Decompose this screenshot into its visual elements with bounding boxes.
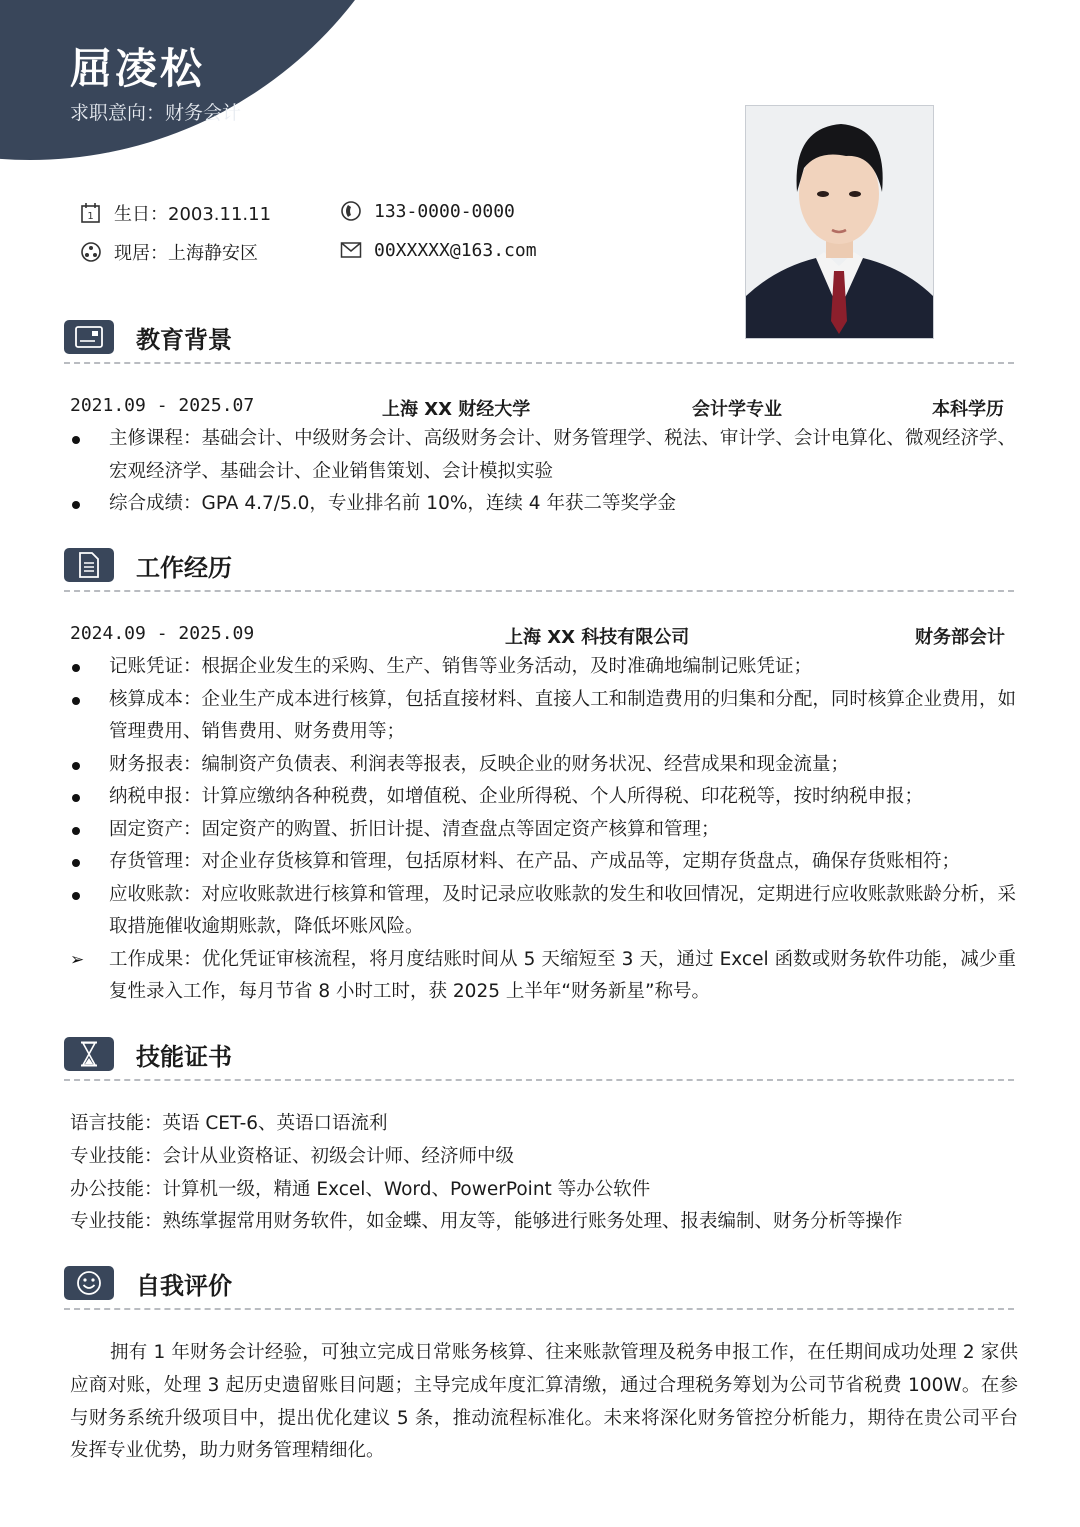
work-bullets bbox=[70, 651, 1016, 1009]
hourglass-icon bbox=[64, 1037, 114, 1071]
self-eval-title: 自我评价 bbox=[136, 1272, 232, 1300]
location-text: 现居：上海静安区 bbox=[114, 243, 258, 264]
work-company: 上海 XX 科技有限公司 bbox=[505, 627, 690, 648]
location-icon bbox=[80, 241, 102, 263]
list-item: 核算成本：企业生产成本进行核算，包括直接材料、直接人工和制造费用的归集和分配，同时核算企业费用，如管理费用、销售费用、财务费用等； bbox=[70, 684, 1016, 749]
education-major: 会计学专业 bbox=[692, 399, 782, 420]
work-title: 工作经历 bbox=[136, 554, 232, 582]
location-info bbox=[80, 239, 258, 265]
work-position: 财务部会计 bbox=[915, 627, 1005, 648]
skill-line: 语言技能：英语 CET-6、英语口语流利 bbox=[70, 1113, 388, 1134]
email-text[interactable]: 00XXXXX@163.com bbox=[374, 239, 537, 261]
list-item: 财务报表：编制资产负债表、利润表等报表，反映企业的财务状况、经营成果和现金流量； bbox=[70, 749, 1016, 782]
self-eval-section-header bbox=[64, 1264, 1014, 1310]
header-background bbox=[0, 0, 440, 160]
list-item: 固定资产：固定资产的购置、折旧计提、清查盘点等固定资产核算和管理； bbox=[70, 814, 1016, 847]
envelope-icon bbox=[340, 239, 362, 261]
list-item: 综合成绩：GPA 4.7/5.0，专业排名前 10%，连续 4 年获二等奖学金 bbox=[70, 488, 1016, 521]
phone-info bbox=[340, 200, 515, 222]
job-intention: 求职意向：财务会计 bbox=[70, 102, 242, 124]
candidate-name: 屈凌松 bbox=[70, 44, 206, 93]
list-item: 应收账款：对应收账款进行核算和管理，及时记录应收账款的发生和收回情况，定期进行应收账款账龄分析，采取措施催收逾期账款，降低坏账风险。 bbox=[70, 879, 1016, 944]
phone-text[interactable]: 133-0000-0000 bbox=[374, 200, 515, 222]
certificate-icon bbox=[64, 320, 114, 354]
document-icon bbox=[64, 548, 114, 582]
education-title: 教育背景 bbox=[136, 326, 232, 354]
work-period: 2024.09 - 2025.09 bbox=[70, 623, 255, 644]
skill-line: 专业技能：会计从业资格证、初级会计师、经济师中级 bbox=[70, 1145, 515, 1167]
phone-icon bbox=[340, 200, 362, 222]
skill-line: 专业技能：熟练掌握常用财务软件，如金蝶、用友等，能够进行账务处理、报表编制、财务分析等操作 bbox=[70, 1211, 903, 1233]
section-divider bbox=[64, 1308, 1014, 1310]
birthday-text: 生日：2003.11.11 bbox=[114, 204, 272, 225]
education-degree: 本科学历 bbox=[932, 399, 1004, 420]
profile-photo bbox=[745, 105, 934, 339]
svg-text:1: 1 bbox=[87, 211, 94, 222]
achievement-item: ➢ 工作成果：优化凭证审核流程，将月度结账时间从 5 天缩短至 3 天，通过 Excel 函数或财务软件功能，减少重复性录入工作，每月节省 8 小时工时，获 2025 上半年“财务新星”称号。 bbox=[70, 944, 1016, 1009]
education-school: 上海 XX 财经大学 bbox=[382, 399, 531, 420]
education-section-header bbox=[64, 318, 1014, 364]
section-divider bbox=[64, 590, 1014, 592]
birthday-info bbox=[80, 200, 271, 226]
email-info bbox=[340, 239, 537, 261]
education-bullets bbox=[70, 423, 1016, 521]
list-item: 纳税申报：计算应缴纳各种税费，如增值税、企业所得税、个人所得税、印花税等，按时纳税申报； bbox=[70, 781, 1016, 814]
list-item: 存货管理：对企业存货核算和管理，包括原材料、在产品、产成品等，定期存货盘点，确保存货账相符； bbox=[70, 846, 1016, 879]
self-eval-text: 拥有 1 年财务会计经验，可独立完成日常账务核算、往来账款管理及税务申报工作，在任期间成功处理 2 家供应商对账，处理 3 起历史遗留账目问题；主导完成年度汇算清缴，通过合理税务筹划为公司节省税费 100W。在参与财务系统升级项目中，提出优化建议 5 条，推动流程标准化。未来将深化财务管控分析能力，期待在贵公司平台发挥专业优势，助力财务管理精细化。 bbox=[70, 1342, 1018, 1462]
skills-title: 技能证书 bbox=[136, 1043, 232, 1071]
list-item: 记账凭证：根据企业发生的采购、生产、销售等业务活动，及时准确地编制记账凭证； bbox=[70, 651, 1016, 684]
list-item: 主修课程：基础会计、中级财务会计、高级财务会计、财务管理学、税法、审计学、会计电算化、微观经济学、宏观经济学、基础会计、企业销售策划、会计模拟实验 bbox=[70, 423, 1016, 488]
skills-list bbox=[70, 1108, 1020, 1239]
work-section-header bbox=[64, 546, 1014, 592]
smiley-icon bbox=[64, 1266, 114, 1300]
calendar-icon bbox=[80, 202, 102, 224]
section-divider bbox=[64, 1079, 1014, 1081]
section-divider bbox=[64, 362, 1014, 364]
skill-line: 办公技能：计算机一级，精通 Excel、Word、PowerPoint 等办公软件 bbox=[70, 1178, 651, 1200]
education-period: 2021.09 - 2025.07 bbox=[70, 395, 255, 416]
skills-section-header bbox=[64, 1035, 1014, 1081]
